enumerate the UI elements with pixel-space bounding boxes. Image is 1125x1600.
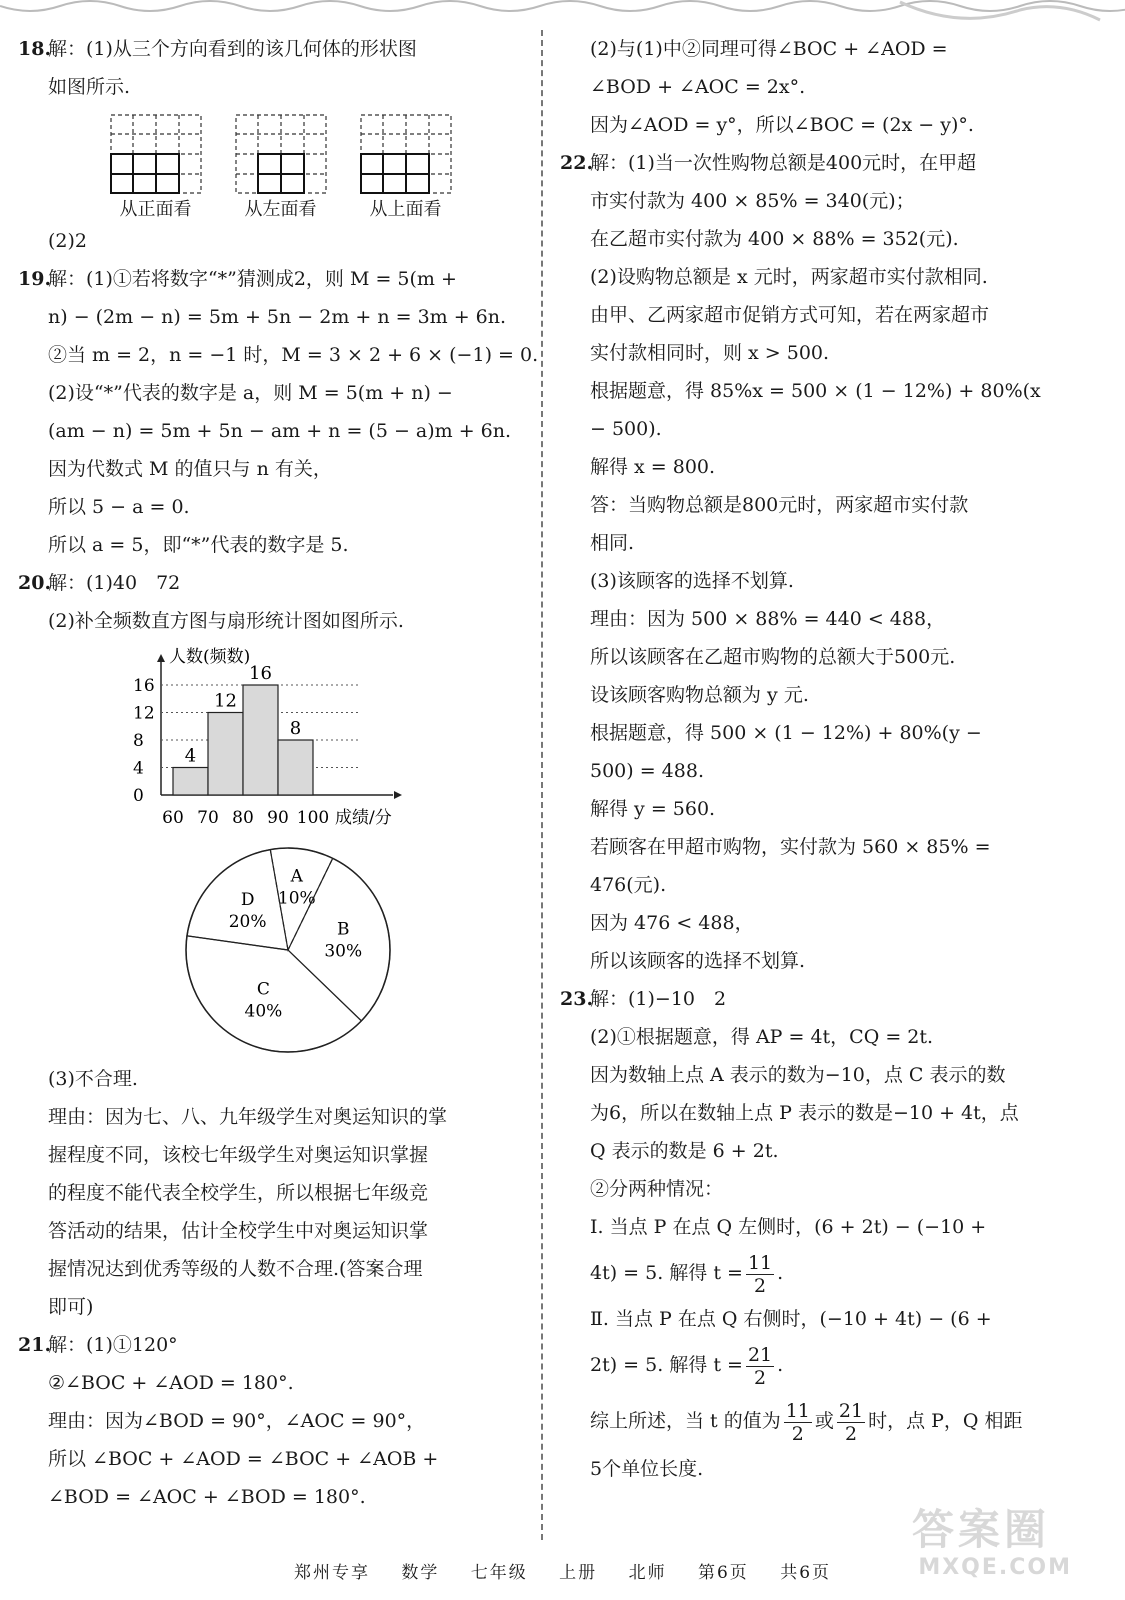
q23-line10: 2t) = 5. 解得 t = $\frac{21}{2}$ . (590, 1343, 784, 1389)
q19-line5: (am − n) = 5m + 5n − am + n = (5 − a)m + 6n. (48, 420, 512, 442)
x-tick-label: 90 (267, 808, 289, 828)
q22-line7: 根据题意，得 85%x = 500 × (1 − 12%) + 80%(x (590, 380, 1041, 402)
histogram-bar (243, 685, 278, 795)
top-view-caption: 从上面看 (369, 199, 442, 220)
watermark-logo-text: 答案圈 (912, 1505, 1051, 1554)
pie-svg (168, 840, 408, 1060)
x-axis-label: 成绩/分 (335, 808, 392, 828)
front-view (93, 114, 218, 222)
q22-line17: 500) = 488. (590, 760, 704, 782)
q22-line13: 理由：因为 500 × 88% = 440 < 488， (590, 608, 946, 630)
q23-line4: 为6，所以在数轴上点 P 表示的数是−10 + 4t，点 (590, 1102, 1019, 1124)
q22-line18: 解得 y = 560. (590, 798, 716, 820)
left-view (218, 114, 343, 222)
footer-volume: 上册 (559, 1563, 598, 1583)
y-tick-label: 8 (133, 731, 144, 751)
q21-line3: 理由：因为∠BOD = 90°，∠AOC = 90°， (48, 1410, 426, 1432)
q21-line1: 21.解：(1)①120° (18, 1334, 178, 1356)
histogram-chart (118, 640, 518, 840)
q19-line8: 所以 a = 5，即“*”代表的数字是 5. (48, 534, 349, 556)
histogram-bar (278, 740, 313, 795)
q19-line4: (2)设“*”代表的数字是 a，则 M = 5(m + n) − (48, 382, 453, 404)
q20-line5: 握程度不同，该校七年级学生对奥运知识掌握 (48, 1144, 429, 1166)
q23-line1: 23.解：(1)−10 2 (560, 988, 727, 1010)
q22-line3: 在乙超市实付款为 400 × 88% = 352(元). (590, 228, 959, 250)
footer-subject: 数学 (401, 1563, 440, 1583)
pie-slice-percent: 10% (277, 888, 316, 909)
pie-chart (168, 840, 518, 1060)
q22-line20: 476(元). (590, 874, 667, 896)
left-view-grid (235, 114, 327, 194)
pie-slice-percent: 40% (244, 1001, 283, 1022)
pie-slice-label: C (256, 979, 270, 1000)
footer-edition: 郑州专享 (293, 1563, 370, 1583)
histogram-bar (173, 768, 208, 796)
q22-line19: 若顾客在甲超市购物，实付款为 560 × 85% = (590, 836, 991, 858)
q20-line2: (2)补全频数直方图与扇形统计图如图所示. (48, 610, 404, 632)
q19-line2: n) − (2m − n) = 5m + 5n − 2m + n = 3m + 6n. (48, 306, 507, 328)
footer-page: 第6页 (697, 1563, 749, 1583)
y-axis-label: 人数(频数) (169, 647, 251, 667)
histogram-svg (118, 640, 448, 840)
q22-line15: 设该顾客购物总额为 y 元. (590, 684, 809, 706)
pie-slice-label: D (240, 890, 255, 911)
q23-line7: Ⅰ. 当点 P 在点 Q 左侧时，(6 + 2t) − (−10 + (590, 1216, 987, 1238)
three-views (93, 114, 518, 222)
q19-line3: ②当 m = 2，n = −1 时，M = 3 × 2 + 6 × (−1) = 0. (48, 344, 539, 366)
fraction-21-2-b: $\frac{21}{2}$ (838, 1399, 864, 1445)
q21b-line2: ∠BOD + ∠AOC = 2x°. (590, 76, 806, 98)
q23-line11: 综上所述，当 t 的值为 $\frac{11}{2}$ 或 $\frac{21}{2}$ 时，点 P，Q 相距 (590, 1399, 1023, 1445)
y-tick-label: 16 (133, 676, 155, 696)
q22-line12: (3)该顾客的选择不划算. (590, 570, 794, 592)
bar-value-label: 4 (184, 745, 197, 767)
fraction-11-2-b: $\frac{11}{2}$ (785, 1399, 810, 1445)
q22-line5: 由甲、乙两家超市促销方式可知，若在两家超市 (590, 304, 990, 326)
q22-line16: 根据题意，得 500 × (1 − 12%) + 80%(y − (590, 722, 982, 744)
q18-line2: 如图所示. (48, 76, 131, 98)
q23-line12: 5个单位长度. (590, 1458, 704, 1480)
pie-slice-label: A (290, 866, 303, 887)
q22-line22: 所以该顾客的选择不划算. (590, 950, 806, 972)
x-tick-label: 60 (162, 808, 184, 828)
x-tick-label: 70 (197, 808, 219, 828)
q22-line21: 因为 476 < 488， (590, 912, 754, 934)
front-view-grid (110, 114, 202, 194)
pie-slice-percent: 30% (324, 941, 363, 962)
front-view-caption: 从正面看 (119, 199, 192, 220)
q22-line2: 市实付款为 400 × 85% = 340(元)； (590, 190, 915, 212)
q20-line7: 答活动的结果，估计全校学生中对奥运知识掌 (48, 1220, 429, 1242)
q20-line3: (3)不合理. (48, 1068, 138, 1090)
left-view-caption: 从左面看 (244, 199, 317, 220)
q22-line1: 22.解：(1)当一次性购物总额是400元时，在甲超 (560, 152, 977, 174)
q22-line8: − 500). (590, 418, 662, 440)
top-view (343, 114, 468, 222)
bar-value-label: 12 (214, 690, 237, 712)
q23-line5: Q 表示的数是 6 + 2t. (590, 1140, 779, 1162)
q23-line6: ②分两种情况： (590, 1178, 724, 1200)
y-tick-label: 0 (133, 786, 144, 806)
x-tick-label: 100 (296, 808, 330, 828)
q22-line10: 答：当购物总额是800元时，两家超市实付款 (590, 494, 969, 516)
fraction-21-2: $\frac{21}{2}$ (747, 1343, 773, 1389)
q18-answer2: (2)2 (48, 230, 88, 252)
q22-line9: 解得 x = 800. (590, 456, 716, 478)
q23-line8: 4t) = 5. 解得 t = $\frac{11}{2}$ . (590, 1251, 784, 1297)
q20-line9: 即可) (48, 1296, 94, 1318)
q21-line4: 所以 ∠BOC + ∠AOD = ∠BOC + ∠AOB + (48, 1448, 439, 1470)
footer-grade: 七年级 (470, 1563, 528, 1583)
q19-line1: 19.解：(1)①若将数字“*”猜测成2，则 M = 5(m + (18, 268, 457, 290)
histogram-bar (208, 713, 243, 796)
q22-line11: 相同. (590, 532, 635, 554)
q22-line6: 实付款相同时，则 x > 500. (590, 342, 830, 364)
y-tick-label: 12 (133, 703, 155, 724)
watermark-url: MXQE.COM (918, 1555, 1072, 1580)
fraction-11-2: $\frac{11}{2}$ (747, 1251, 773, 1297)
footer-publisher: 北师 (628, 1563, 667, 1583)
q23-line2: (2)①根据题意，得 AP = 4t，CQ = 2t. (590, 1026, 934, 1048)
bar-value-label: 8 (289, 718, 302, 739)
column-divider (541, 30, 543, 1540)
q21b-line3: 因为∠AOD = y°，所以∠BOC = (2x − y)°. (590, 114, 974, 136)
q19-line6: 因为代数式 M 的值只与 n 有关， (48, 458, 332, 480)
y-axis-arrow (157, 654, 165, 662)
right-column (560, 30, 1100, 1488)
page-footer (0, 1558, 1125, 1583)
x-axis-arrow (394, 791, 402, 799)
q19-line7: 所以 5 − a = 0. (48, 496, 190, 518)
pie-slice-percent: 20% (228, 912, 267, 933)
q18-line1: 18.解：(1)从三个方向看到的该几何体的形状图 (18, 38, 417, 60)
q20-line4: 理由：因为七、八、九年级学生对奥运知识的掌 (48, 1106, 448, 1128)
footer-total: 共6页 (780, 1563, 832, 1583)
q21-line5: ∠BOD = ∠AOC + ∠BOD = 180°. (48, 1486, 366, 1508)
q23-line3: 因为数轴上点 A 表示的数为−10，点 C 表示的数 (590, 1064, 1006, 1086)
q22-line4: (2)设购物总额是 x 元时，两家超市实付款相同. (590, 266, 988, 288)
bar-value-label: 16 (249, 663, 272, 684)
x-tick-label: 80 (232, 808, 254, 828)
q21-line2: ②∠BOC + ∠AOD = 180°. (48, 1372, 294, 1394)
q21b-line1: (2)与(1)中②同理可得∠BOC + ∠AOD = (590, 38, 948, 60)
q20-line1: 20.解：(1)40 72 (18, 572, 181, 594)
q20-line6: 的程度不能代表全校学生，所以根据七年级竞 (48, 1182, 429, 1204)
q20-line8: 握情况达到优秀等级的人数不合理.(答案合理 (48, 1258, 423, 1280)
y-tick-label: 4 (133, 758, 144, 779)
q22-line14: 所以该顾客在乙超市购物的总额大于500元. (590, 646, 956, 668)
q23-line9: Ⅱ. 当点 P 在点 Q 右侧时，(−10 + 4t) − (6 + (590, 1308, 992, 1330)
pie-slice-label: B (336, 919, 350, 940)
top-view-grid (360, 114, 452, 194)
left-column (18, 30, 539, 1516)
